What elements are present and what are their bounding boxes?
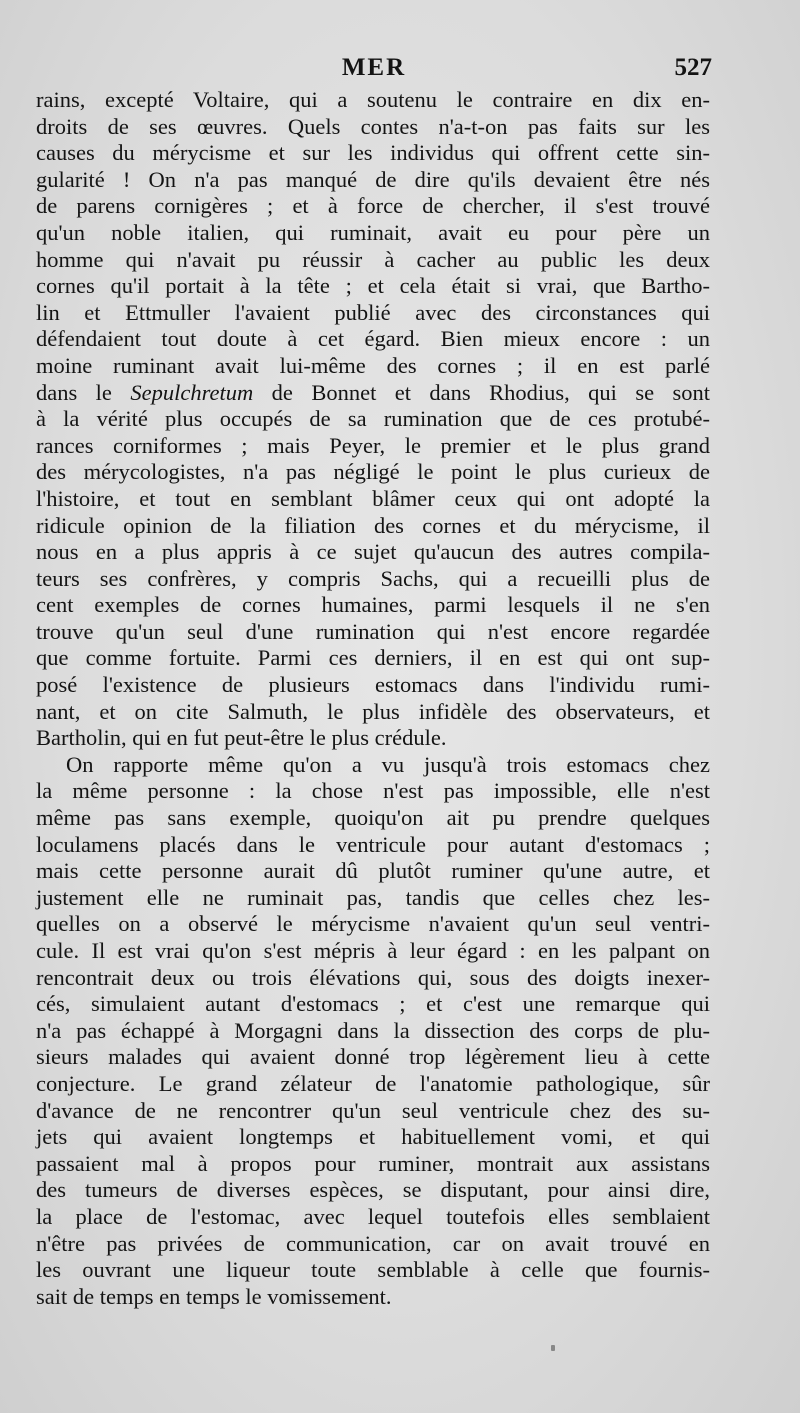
text-line: l'histoire, et tout en semblant blâmer ceux qui ont adopté la xyxy=(36,485,710,511)
text-line: à la vérité plus occupés de sa rumination que de ces protubé- xyxy=(36,406,710,432)
text-line: nant, et on cite Salmuth, le plus infidèle des observateurs, et xyxy=(36,698,710,724)
text-line: des tumeurs de diverses espèces, se disputant, pour ainsi dire, xyxy=(36,1177,710,1203)
text-line: cornes qu'il portait à la tête ; et cela était si vrai, que Bartho- xyxy=(36,273,710,299)
book-title-italic: Sepulchretum xyxy=(130,379,254,405)
paragraph-2 xyxy=(36,752,710,1310)
text-line: rains, excepté Voltaire, qui a soutenu le contraire en dix en- xyxy=(36,87,710,112)
paragraph-1 xyxy=(36,87,710,752)
text-line: que comme fortuite. Parmi ces derniers, il en est qui ont sup- xyxy=(36,645,710,671)
text-line: On rapporte même qu'on a vu jusqu'à trois estomacs chez xyxy=(66,751,710,777)
text-line: de parens cornigères ; et à force de chercher, il s'est trouvé xyxy=(36,193,710,219)
text-line: n'être pas privées de communication, car on avait trouvé en xyxy=(36,1230,710,1256)
text-line: même pas sans exemple, quoiqu'on ait pu prendre quelques xyxy=(36,805,710,831)
text-line: conjecture. Le grand zélateur de l'anatomie pathologique, sûr xyxy=(36,1070,710,1096)
text-line: sait de temps en temps le vomissement. xyxy=(36,1283,392,1309)
text-line: rances corniformes ; mais Peyer, le premier et le plus grand xyxy=(36,432,710,458)
body-text xyxy=(36,87,710,1310)
text-line: défendaient tout doute à cet égard. Bien mieux encore : un xyxy=(36,326,710,352)
text-line: trouve qu'un seul d'une rumination qui n'est encore regardée xyxy=(36,618,710,644)
text-line: des mérycologistes, n'a pas négligé le point le plus curieux de xyxy=(36,459,710,485)
text-line: qu'un noble italien, qui ruminait, avait eu pour père un xyxy=(36,219,710,245)
page-number: 527 xyxy=(674,54,712,81)
text-line: passaient mal à propos pour ruminer, montrait aux assistans xyxy=(36,1150,710,1176)
text-line: gularité ! On n'a pas manqué de dire qu'ils devaient être nés xyxy=(36,166,710,192)
text-line: posé l'existence de plusieurs estomacs dans l'individu rumi- xyxy=(36,672,710,698)
text-line: rencontrait deux ou trois élévations qui, sous des doigts inexer- xyxy=(36,964,710,990)
text-line: justement elle ne ruminait pas, tandis que celles chez les- xyxy=(36,884,710,910)
text-line: jets qui avaient longtemps et habituellement vomi, et qui xyxy=(36,1124,710,1150)
text-line: la même personne : la chose n'est pas impossible, elle n'est xyxy=(36,778,710,804)
text-line: loculamens placés dans le ventricule pour autant d'estomacs ; xyxy=(36,831,710,857)
text-line: ridicule opinion de la filiation des cornes et du mérycisme, il xyxy=(36,512,710,538)
text-line: causes du mérycisme et sur les individus qui offrent cette sin- xyxy=(36,140,710,166)
text-line: la place de l'estomac, avec lequel toutefois elles semblaient xyxy=(36,1203,710,1229)
running-head: MER xyxy=(341,54,407,81)
text-line: n'a pas échappé à Morgagni dans la dissection des corps de plu- xyxy=(36,1017,710,1043)
text-line: sieurs malades qui avaient donné trop légèrement lieu à cette xyxy=(36,1044,710,1070)
text-line: dans le Sepulchretum de Bonnet et dans Rhodius, qui se sont xyxy=(36,379,710,405)
ink-speck xyxy=(551,1345,555,1351)
text-line: nous en a plus appris à ce sujet qu'aucun des autres compila- xyxy=(36,539,710,565)
text-line: cule. Il est vrai qu'on s'est mépris à leur égard : en les palpant on xyxy=(36,938,710,963)
page-header xyxy=(36,54,712,90)
text-line: droits de ses œuvres. Quels contes n'a-t-on pas faits sur les xyxy=(36,113,710,139)
text-line: mais cette personne aurait dû plutôt ruminer qu'une autre, et xyxy=(36,858,710,884)
text-line: d'avance de ne rencontrer qu'un seul ventricule chez des su- xyxy=(36,1097,710,1123)
text-line: Bartholin, qui en fut peut-être le plus crédule. xyxy=(36,725,447,751)
text-line: homme qui n'avait pu réussir à cacher au public les deux xyxy=(36,246,710,272)
text-line: cent exemples de cornes humaines, parmi lesquels il ne s'en xyxy=(36,592,710,618)
text-line: moine ruminant avait lui-même des cornes ; il en est parlé xyxy=(36,352,710,378)
text-line: quelles on a observé le mérycisme n'avaient qu'un seul ventri- xyxy=(36,911,710,937)
text-line: cés, simulaient autant d'estomacs ; et c'est une remarque qui xyxy=(36,991,710,1017)
text-line: lin et Ettmuller l'avaient publié avec des circonstances qui xyxy=(36,299,710,325)
text-line: teurs ses confrères, y compris Sachs, qui a recueilli plus de xyxy=(36,565,710,591)
text-line: les ouvrant une liqueur toute semblable à celle que fournis- xyxy=(36,1257,710,1283)
